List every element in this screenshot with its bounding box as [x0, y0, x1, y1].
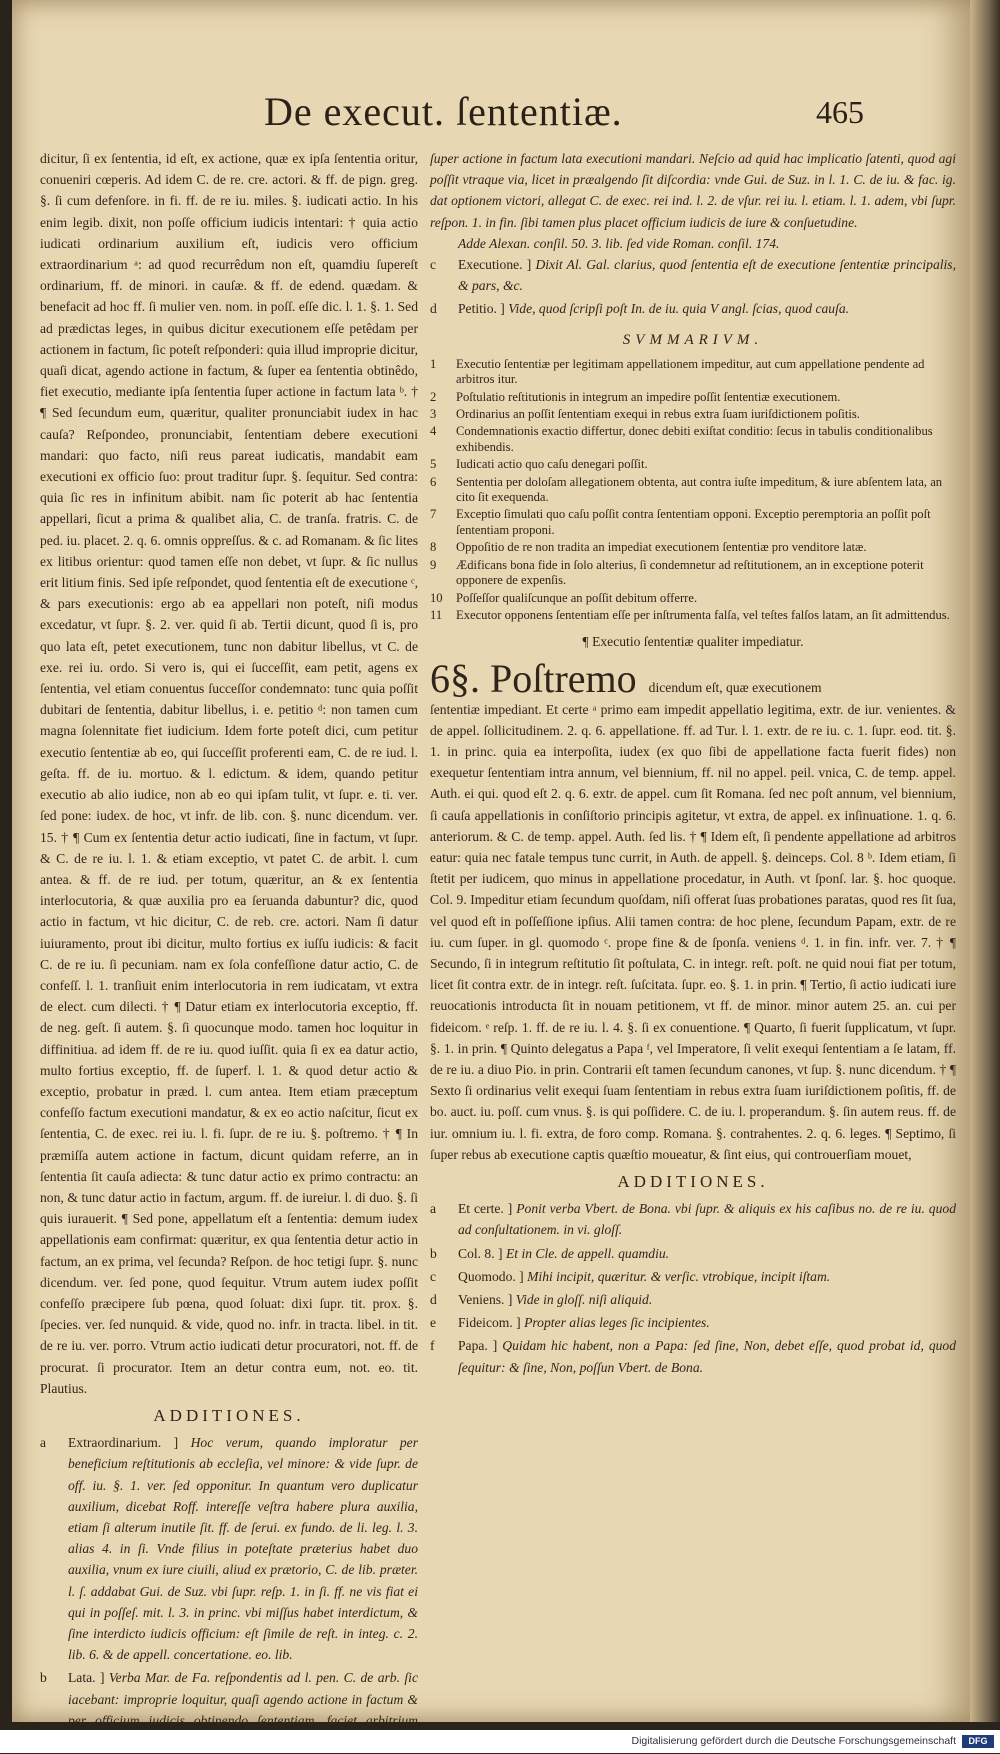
running-head: [264, 88, 864, 140]
page-number: 465: [816, 94, 864, 130]
summarium-num: 10: [430, 590, 443, 605]
summarium-num: 2: [430, 389, 437, 404]
left-addition-a: [40, 1432, 418, 1665]
right-addition-e: [430, 1312, 956, 1333]
addition-note: Mihi incipit, quæritur. & verſic. vtrobique, incipit iſtam.: [527, 1268, 831, 1284]
note-text: Dixit Al. Gal. clarius, quod ſententia eſt de executione ſententiæ principalis, & pars, &c.: [458, 257, 956, 294]
addition-lemma: Lata. ]: [68, 1670, 105, 1686]
digitization-footer: [0, 1730, 1000, 1753]
summarium-text: Executor opponens ſententiam eſſe per inſtrumenta falſa, vel teſtes falſos latam, an ſit admittendus.: [456, 607, 950, 622]
summarium-num: 5: [430, 457, 437, 472]
summarium-text: Oppoſitio de re non tradita an impediat executionem ſententiæ pro venditore latæ.: [456, 540, 867, 555]
summarium-item: [430, 558, 956, 589]
addition-note: Hoc verum, quando imploratur per beneficium reſtitutionis ab eccleſia, vel minore: & vide ſupr. de off. iu. §. 1. ver. ſed opponitur. In quantum vero duplicatur auxilium, dicebat Roff. intereſſe veſtra habere plura auxilia, etiam ſi alterum inutile ſit. ff. de ſerui. ex fundo. de li. leg. l. 3. alias 4. in ſi. Vnde filius in poteſtate præterius habet duo auxilia, vnum ex iure ciuili, aliud ex prætorio, C. de lib. præter. l. ſ. addabat Gui. de Suz. vbi ſupr. reſp. 1. in ſi. ff. ne vis fiat ei qui in poſſeſ. mit. l. 3. in princ. vbi miſſus habet interdictum, & ſine interdicto iudicis officium: eſt ſimile de reſt. in integ. c. 2. lib. 6. & de appell. concertatione. eo. lib.: [68, 1435, 418, 1663]
summarium-item: [430, 424, 956, 455]
addition-note: Propter alias leges ſic incipientes.: [524, 1315, 710, 1331]
addition-mark: a: [40, 1435, 47, 1451]
summarium-item: [430, 390, 956, 405]
summarium-num: 4: [430, 424, 437, 439]
adde-line: Adde Alexan. conſil. 50. 3. lib. ſed vide Roman. conſil. 174.: [458, 235, 780, 251]
summarium-text: Ordinarius an poſſit ſententiam exequi in rebus extra ſuam iuriſdictionem poſitis.: [456, 407, 860, 422]
addition-body: [458, 1198, 956, 1240]
right-addition-d: [430, 1289, 956, 1310]
right-main-text: ſententiæ impediant. Et certe ᵃ primo eam impedit appellatio legitima, extr. de iur. venientes. & de appel. ſollicitudinem. 2. q. 6. appellatione. ff. ad Tur. l. 1. extr. de re iu. c. 1. ſupr. eod. tit. §. 1. in princ. quia ea interpoſita, iudex (ex quo ſibi de appellatione facta fuerit fides) non exequetur ſententiam intra annum, vel biennium, ff. nil no appel. peil. vnica, C. de temp. appel. Auth. ei qui. quod eſt 2. q. 6. extr. de appel. cum ſit Romana. ſed nec poſt annum, vel biennium, ſi cauſa appellationis in conſiſtorio principis agitetur, vt extra, de appel. ex inſinuatione. 1. q. 6. anteriorum. & C. de temp. appel. Auth. ſed lis. † ¶ Idem eſt, ſi pendente appellatione ad arbitros eatur: quia nec fatale tempus tunc currit, in Auth. de appell. §. deinceps. Col. 8 ᵇ. Idem etiam, ſi ſtetit per iudicem, quo minus in appellatione procedatur, in Auth. vt ſponſ. lar. §. hoc quoque. Col. 9. Impeditur etiam ſecundum quoſdam, niſi offerat ſuas probationes paratas, quod res ſit ſua, vel quod eſt in poſſeſſione ipſius. Alii tamen contra: de hoc plene, ſecundum Papam, extr. de re iu. cum ſuper. in gl. quomodo ᶜ. prope fine & de ſponſa. veniens ᵈ. 1. in fin. infr. ver. 7. † ¶ Secundo, ſi in integrum reſtitutio ſit poſtulata, C. in integr. reſt. poſt. ne quid noui fiat per totum, licet ſit contra extr. de in integr. reſt. ſuſcitata. ſupr. eo. §. 1. in prin. ¶ Tertio, ſi actio iudicati iure reuocationis introducta ſit in nouam petitionem, vt ff. de minor. minor autem 25. an. cui per fideicom. ᵉ reſp. 1. ff. de re iu. l. 4. §. ſi ex conuentione. ¶ Quarto, ſi fuerit ſupplicatum, vt ſupr. §. 1. in prin. ¶ Quinto delegatus a Papa ᶠ, vel Imperatore, ſi velit exequi ſententiam a ſe latam, ff. de re iu. a diuo Pio. in prin. Contrarii eſt tamen ſecundum canones, vt ſup. §. nunc dicendum. † ¶ Sexto ſi ordinarius velit exequi ſuam ſententiam in rebus extra ſuam iuriſdictionem poſitis, ff. de bo. auct. iu. poſſ. cum vnus. §. is qui poſſidere. C. de iu. l. properandum. §. ſin autem reus. ff. de iur. omnium iu. l. fi. extra, de foro comp. Romana. §. contrahentes. 2. q. 6. leges. ¶ Septimo, ſi ſuper rebus ab executione captis quæſtio moueatur, & ſint eius, qui controuerſiam mouet,: [430, 701, 956, 1162]
summarium-text: Ædificans bona fide in ſolo alterius, ſi condemnetur ad reſtitutionem, an in exceptione poterit opponere de expenſis.: [456, 557, 924, 588]
addition-mark: f: [430, 1338, 435, 1354]
note-mark: c: [430, 257, 437, 273]
summarium-num: 1: [430, 356, 437, 371]
summarium-text: Sententia per doloſam allegationem obtenta, aut contra iuſte impeditum, & iure abſentem lata, an cito ſit exequenda.: [456, 474, 943, 505]
addition-mark: b: [430, 1245, 437, 1261]
book-page: [12, 0, 970, 1728]
right-addition-f: [430, 1335, 956, 1377]
addition-body: [458, 1266, 956, 1287]
incipit-rest: dicendum eſt, quæ executionem: [648, 679, 822, 695]
addition-note: Et in Cle. de appell. quamdiu.: [505, 1245, 670, 1261]
addition-note: Ponit verba Vbert. de Bona. vbi ſupr. & aliquis ex his caſibus no. de re iu. quod ad conſultationem. in vi. gloſſ.: [458, 1201, 956, 1238]
dfg-logo: DFG: [962, 1735, 994, 1748]
addition-lemma: Col. 8. ]: [458, 1245, 503, 1261]
summarium-text: Condemnationis exactio differtur, donec debiti exiſtat conditio: ſecus in tabulis conditionalibus exhibendis.: [456, 424, 933, 454]
addition-body: [68, 1432, 418, 1665]
left-column: [40, 148, 418, 1754]
incipit-word: Poſtremo: [490, 655, 637, 701]
note-mark: d: [430, 301, 437, 317]
addition-lemma: Quomodo. ]: [458, 1268, 524, 1284]
summarium-num: 9: [430, 557, 437, 572]
right-addition-a: [430, 1198, 956, 1240]
summarium-item: [430, 540, 956, 555]
running-title: De execut. ſententiæ.: [264, 89, 623, 134]
summarium-item: [430, 608, 956, 623]
addition-note: Quidam hic habent, non a Papa: ſed ſine, Non, debet eſſe, quod probat id, quod ſequitur: & ſine, Non, poſſun Vbert. de Bona.: [458, 1338, 957, 1375]
summarium-item: [430, 475, 956, 506]
summarium-num: 3: [430, 407, 437, 422]
note-body: [458, 254, 956, 296]
addition-lemma: Extraordinarium. ]: [68, 1435, 179, 1451]
summarium-text: Poſtulatio reſtitutionis in integrum an impedire poſſit ſententiæ executionem.: [456, 389, 841, 404]
addition-note: Vide in gloſſ. niſi aliquid.: [515, 1292, 653, 1308]
summarium-text: Exceptio ſimulati quo caſu poſſit contra ſententiam opponi. Exceptio peremptoria an poſſit poſt ſententiam proponi.: [456, 507, 931, 537]
addition-body: [458, 1243, 956, 1264]
footer-text: Digitalisierung gefördert durch die Deutsche Forschungsgemeinschaft: [631, 1735, 956, 1747]
left-main-text: dicitur, ſi ex ſententia, id eſt, ex actione, quæ ex ipſa ſententia oritur, conueniri cœperis. Ad idem C. de re. cre. actori. & ff. de pign. greg. §. ſi cum defenſore. in fi. ff. de re iu. miles. §. iudicati actio. In his enim legib. dixit, non poſſe officium iudicis intentari: † quia actio iudicati ordinarium auxilium eſt, iudicis vero officium extraordinarium ᵃ: ad quod recurrêdum non eſt, quamdiu ſupereſt ordinarium, ff. de minori. in cauſæ. & ff. de edend. quædam. & benefacit ad hoc ff. ſi mulier ven. nom. in poſſ. eſſe dic. l. 1. §. 1. Sed ad prædictas leges, in quibus dicitur executionem eſſe petêdam per actionem in factum, ſic poteſt reſponderi: quia illud improprie dicitur, quaſi dicat, agendo actione in factum, & ſuper ea ſententia obtinêdo, fiet executio, mediante ipſa ſententia ſuper actione in factum lata ᵇ. † ¶ Sed ſecundum eum, quæritur, qualiter pronunciabit iudex in hac cauſa? Reſpondeo, pronunciabit, ſententiam debere executioni mandari: quo facto, niſi reus pareat iudicatis, mandabit eam executioni ex officio ſuo: prout traditur ſupr. §. ſequitur. Sed contra: quia ſic res in infinitum abibit. nam ſic poterit ab hac ſententia appellari, ſicut a prima & qualibet alia, C. de tranſa. fratris. C. de ped. iu. placet. 2. q. 6. omnis oppreſſus. & c. ad Romanam. & ſic lites ex litibus orientur: quod tamen eſſe non debet, vt ſupr. & ſic nullus erit litium finis. Sed ipſe reſpondet, quod ſententia eſt de executione ᶜ, & pars executionis: ergo ab ea appellari non poteſt, niſi modus excedatur, vt ſupr. §. 2. ver. quid ſi ab. Tertii dicunt, quod ſi is, pro quo lata eſt, petet executionem, tunc non dabitur libellus, vt C. de exe. rei iu. ordo. Si vero is, qui ei ſucceſſit, eam petit, agens ex ſententia, vel etiam conuentus ſucceſſor condemnato: tunc quia poſſit dubitari de ſententia, dabitur libellus, i. e. petitio ᵈ: non tamen cum magna ſolennitate fiet iudicium. Idem forte poteſt dici, cum petitur executio ſententiæ ab eo, qui ſucceſſit proferenti eam, C. de re iud. l. geſta. ff. de iu. mortuo. & l. edictum. & idem, quando petitur executio ab alio iudice, non ab eo qui ipſam tulit, vt ſupr. e. ti. ver. ſed pone: iudex. de hoc, vt infr. de lib. con. §. nunc dicendum. ver. 15. † ¶ Cum ex ſententia detur actio iudicati, ſine in factum, vt ſupr. & C. de re iu. l. 1. & etiam exceptio, vt patet C. de arbit. l. cum antea. & ff. de re iud. per totum, quæritur, an & ex ſententia interlocutoria, & quæ auxilia pro ea ſeruanda dabuntur? dic, quod actio in factum, vt hic dicitur, C. de reb. cre. actori. Nam ſi datur iuiuramento, prout ibi dicitur, multo fortius ex iuſſu iudicis: & facit C. de re iu. ſi pecuniam. nam ex ſola confeſſione datur actio, C. de confeſſ. l. 1. tranſiuit enim interlocutoria in rem iudicatam, vt extra de elect. cum dilecti. † ¶ Datur etiam ex interlocutoria exceptio, ff. de neg. geſt. ſi autem. §. ſi quocunque modo. tamen hoc loquitur in diffinitiua. ad idem ff. de re iu. quod iuſſit. quia ſi ex ea datur actio, multo fortius exceptio, ff. de ſuperf. l. 1. & quod detur actio & exceptio, probatur in præd. l. cum antea. Item etiam præceptum confeſſo factum executioni mandatur, & ex eo actio naſcitur, ſicut ex ſententia, C. de exec. rei iu. l. fi. ſupr. de re iu. §. poſtremo. † ¶ In præmiſſa autem actione in factum, dicunt quidam referre, an in ſententia ſit cauſa adiecta: & tunc datur actio ex primo contractu: an non, & tunc datur actio in factum, argum. ff. de iureiur. l. di duo. §. ſi quis iurauerit. ¶ Sed pone, appellatum eſt a ſententia: demum iudex appellationis eam confirmat: quæritur, ex qua ſententia detur actio in factum, an ex prima, vel ſecunda? Reſpon. de hoc tetigi ſupr. §. nunc dicendum. ver. ſed pone, quod ſequitur. Vtrum autem iudex poſſit confeſſo præcipere ſub pœna, quod ſoluat: dixi ſupr. tit. prox. §. ſpecies. ver. ſed nunquid. & vide, quod no. infr. in tracta. libel. in tit. de re iu. ver. porro. Vtrum actio iudicati detur procuratori, not. ff. de procurat. ſi procurator. Item an detur contra eum, not. eo. tit. Plautius.: [40, 151, 418, 1396]
addition-mark: a: [430, 1201, 437, 1217]
addition-lemma: Fideicom. ]: [458, 1315, 521, 1331]
note-lemma: Executione. ]: [458, 257, 532, 273]
addition-mark: b: [40, 1670, 47, 1686]
summarium-num: 7: [430, 507, 437, 522]
addition-mark: c: [430, 1268, 437, 1284]
note-c: [430, 254, 956, 296]
section-incipit: [430, 655, 956, 701]
book-edge: [970, 0, 1000, 1722]
right-addition-c: [430, 1266, 956, 1287]
summarium-item: [430, 357, 956, 388]
note-lemma: Petitio. ]: [458, 301, 505, 317]
addition-body: [458, 1335, 956, 1377]
section-mark: 6§.: [430, 655, 480, 701]
summarium-text: Executio ſententiæ per legitimam appellationem impeditur, aut cum appellatione pendente ad arbitros itur.: [456, 356, 925, 387]
right-column: [430, 148, 956, 1380]
summarium-text: Poſſeſſor qualiſcunque an poſſit debitum offerre.: [456, 590, 698, 605]
right-continuation-text: ſuper actione in factum lata executioni mandari. Neſcio ad quid hac implicatio ſatenti, quod agi poſſit vtraque via, licet in præalgendo ſit diſcordia: vnde Gui. de Suz. in l. 1. C. de iu. & fac. ig. dat optionem victori, allegat C. de exec. rei ind. l. 2. de vſur. rei iu. l. etiam. l. 1. adem, vbi ſupr. reſpon. 1. in fin. ſibi tamen plus placet officium iudicis de iure & conſuetudine.: [430, 151, 956, 230]
addition-lemma: Veniens. ]: [458, 1292, 513, 1308]
addition-lemma: Papa. ]: [458, 1338, 498, 1354]
note-body: [458, 298, 956, 319]
note-d: [430, 298, 956, 319]
left-additions-heading: ADDITIONES.: [153, 1405, 305, 1425]
note-text: Vide, quod ſcripſi poſt In. de iu. quia V angl. ſcias, quod cauſa.: [508, 301, 850, 317]
summarium-list: [430, 357, 956, 624]
summarium-item: [430, 507, 956, 538]
addition-body: [458, 1289, 956, 1310]
summarium-heading: SVMMARIVM.: [622, 331, 764, 348]
summarium-item: [430, 591, 956, 606]
summarium-num: 11: [430, 607, 443, 622]
addition-mark: d: [430, 1292, 437, 1308]
addition-mark: e: [430, 1315, 437, 1331]
right-additions-heading: ADDITIONES.: [617, 1172, 769, 1191]
addition-body: [458, 1312, 956, 1333]
summarium-num: 6: [430, 474, 437, 489]
summarium-text: Iudicati actio quo caſu denegari poſſit.: [456, 457, 648, 472]
right-addition-b: [430, 1243, 956, 1264]
summarium-num: 8: [430, 540, 437, 555]
addition-lemma: Et certe. ]: [458, 1201, 513, 1217]
summarium-item: [430, 407, 956, 422]
section-rubric: ¶ Executio ſententiæ qualiter impediatur.: [582, 634, 804, 650]
summarium-item: [430, 457, 956, 472]
addition-note: Verba Mar. de Fa. reſpondentis ad l. pen. C. de arb. ſic iacebant: improprie loquitur, quaſi agendo actione in factum & per officium iudicis obtinendo ſententiam, faciet arbitrium: [68, 1670, 418, 1728]
